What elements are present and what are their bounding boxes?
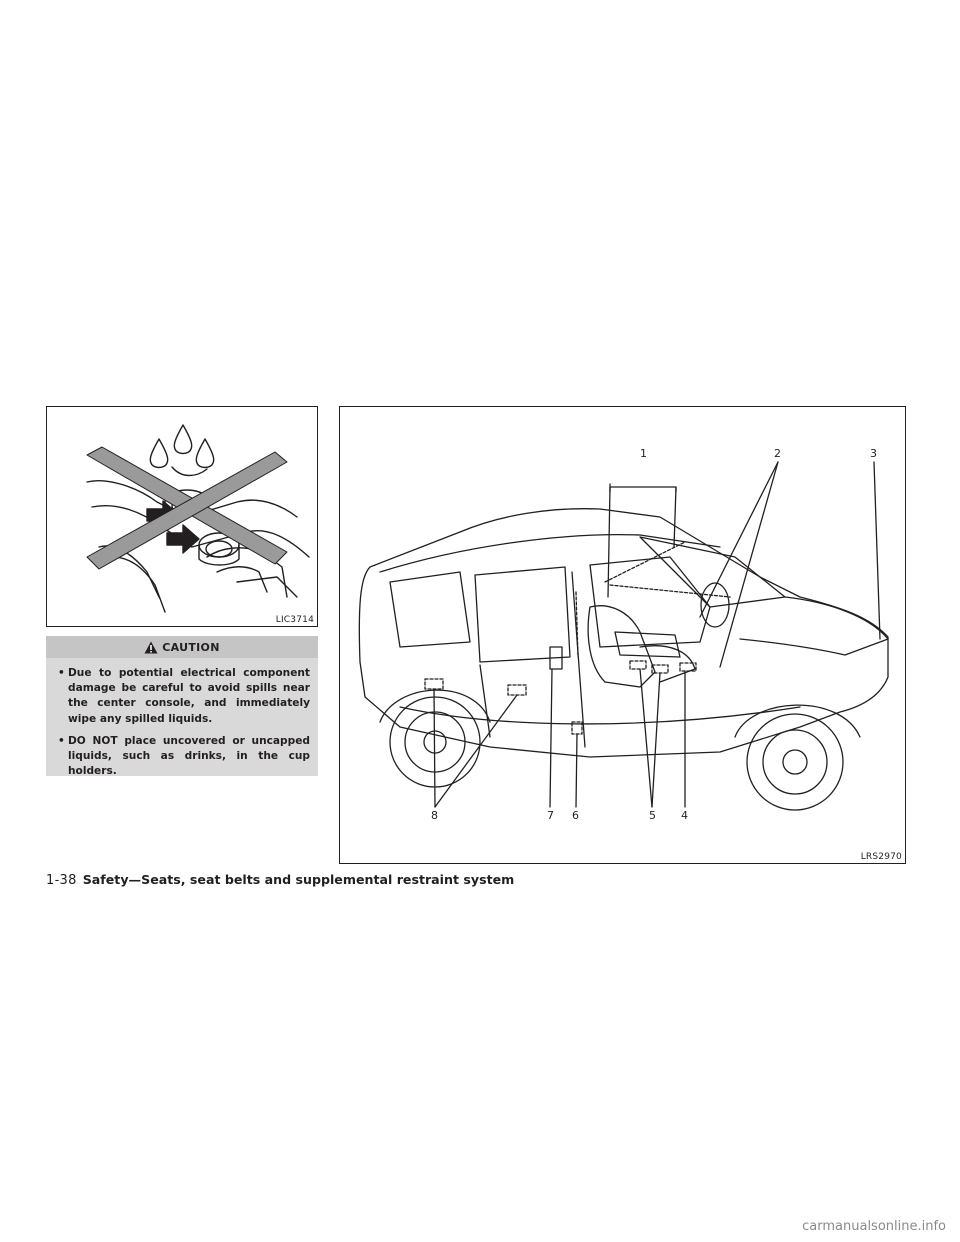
callout-7: 7 — [547, 809, 554, 822]
callout-5: 5 — [649, 809, 656, 822]
callout-3: 3 — [870, 447, 877, 460]
caution-heading: CAUTION — [162, 640, 220, 654]
callout-2: 2 — [774, 447, 781, 460]
page-number: 1-38 — [46, 873, 77, 888]
cup-holder-figure — [46, 406, 318, 627]
cup-holder-illustration — [47, 407, 317, 626]
caution-box — [46, 636, 318, 776]
figure-code: LRS2970 — [860, 852, 902, 862]
callout-4: 4 — [681, 809, 688, 822]
section-title: Safety—Seats, seat belts and supplemental restraint system — [82, 872, 515, 887]
callout-1: 1 — [640, 447, 647, 460]
caution-item: • DO NOT place uncovered or uncapped liquids, such as drinks, in the cup holders. — [58, 734, 310, 780]
warning-triangle-icon — [144, 641, 158, 654]
callout-6: 6 — [572, 809, 579, 822]
caution-header — [46, 636, 318, 658]
caution-list — [46, 658, 318, 779]
callout-8: 8 — [431, 809, 438, 822]
van-illustration — [340, 407, 905, 863]
watermark: carmanualsonline.info — [802, 1219, 946, 1234]
figure-code: LIC3714 — [275, 615, 314, 625]
page-footer — [46, 872, 514, 888]
vehicle-component-figure — [339, 406, 906, 864]
caution-item: • Due to potential electrical component damage be careful to avoid spills near the center console, and immediately wipe any spilled liquids. — [58, 666, 310, 727]
